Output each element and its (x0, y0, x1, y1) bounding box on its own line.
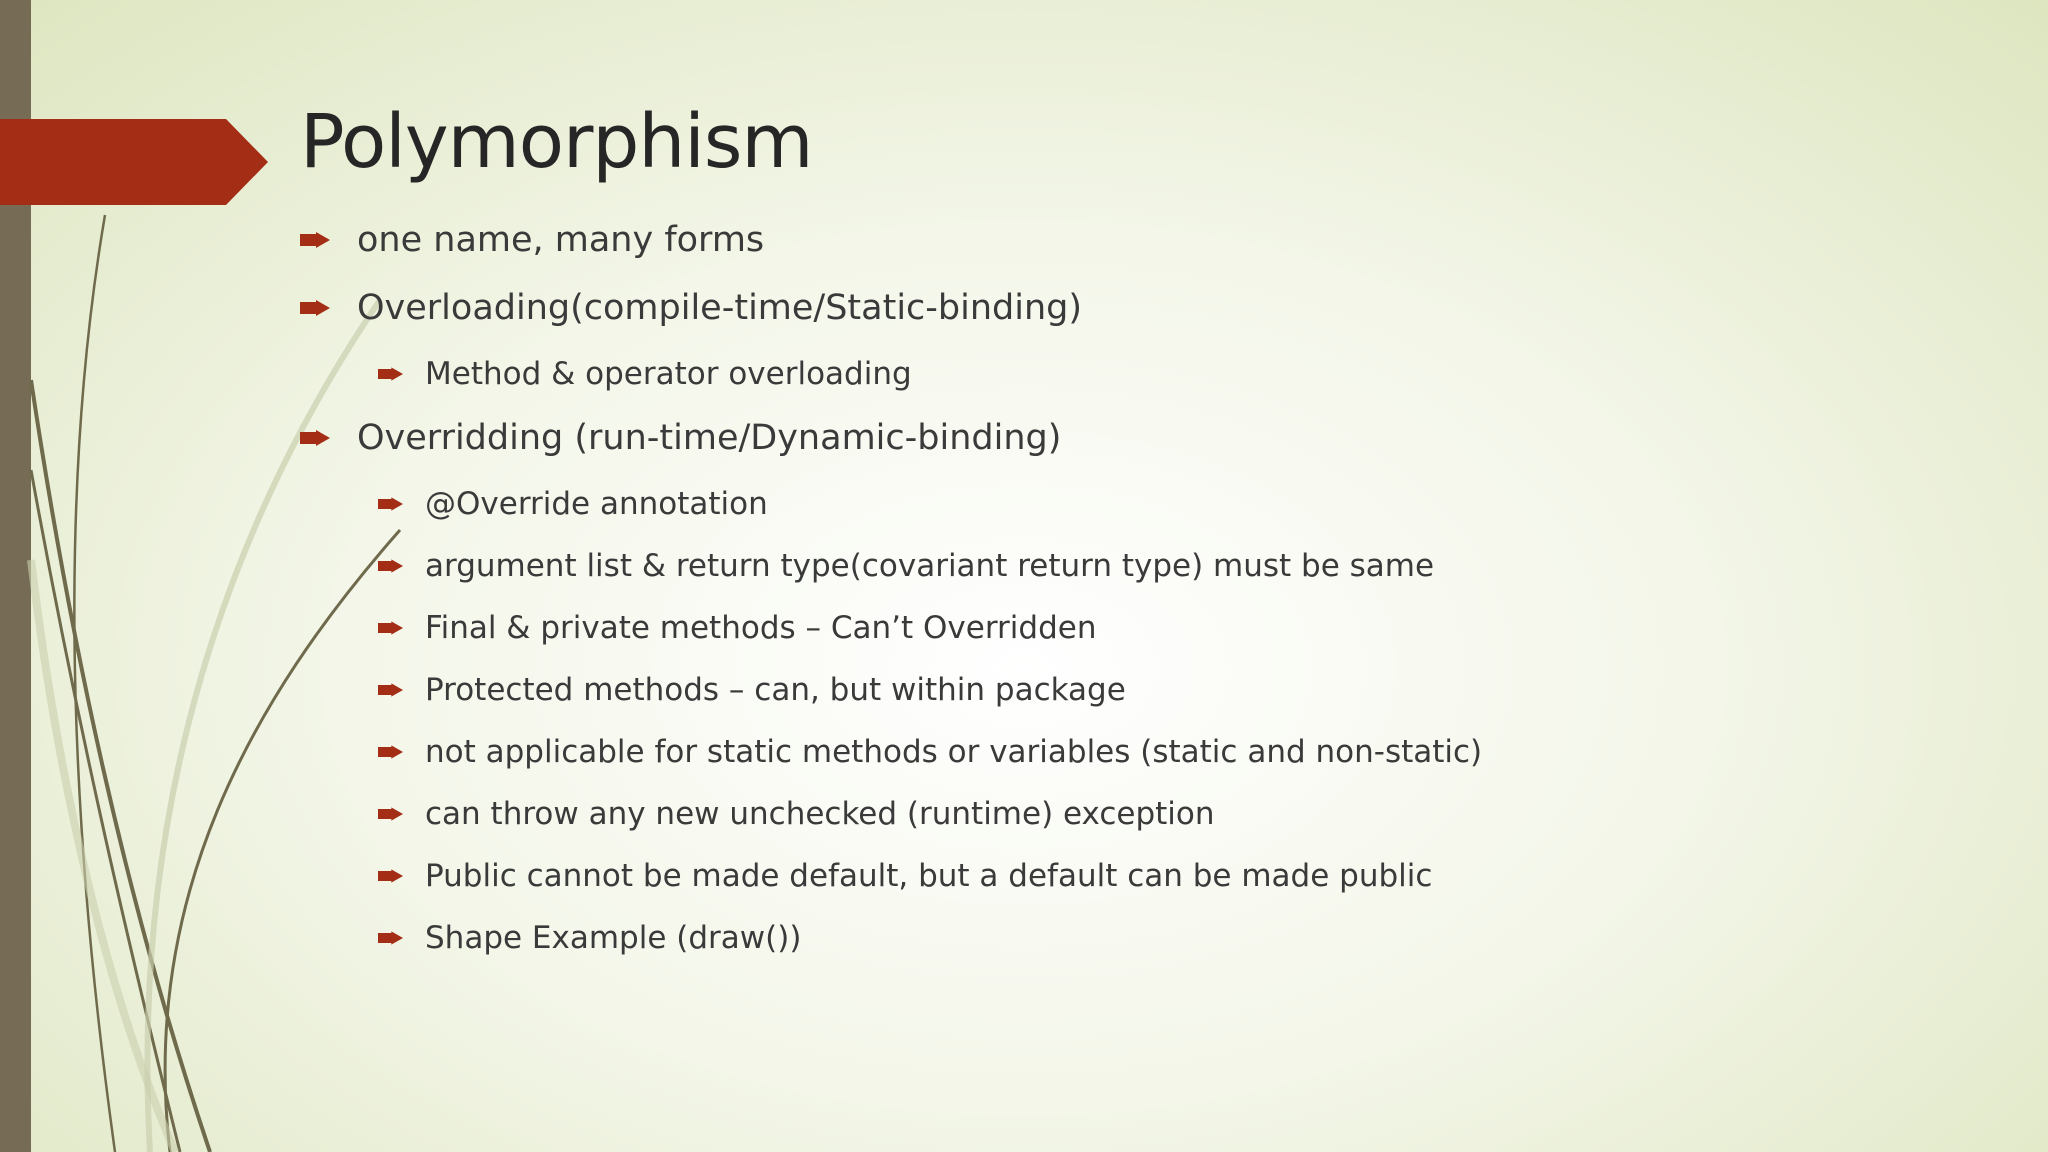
bullet-text: Method & operator overloading (425, 356, 912, 392)
bullet-item-level-1 (300, 283, 1082, 333)
right-arrow-bullet-icon (378, 367, 403, 381)
bullet-item-level-2 (378, 541, 1434, 591)
right-arrow-bullet-icon (378, 869, 403, 883)
bullet-text: argument list & return type(covariant return type) must be same (425, 548, 1435, 584)
bullet-text: not applicable for static methods or variables (static and non-static) (425, 734, 1483, 770)
right-arrow-bullet-icon (378, 621, 403, 635)
right-arrow-bullet-icon (378, 745, 403, 759)
right-arrow-bullet-icon (300, 232, 330, 248)
bullet-text: Shape Example (draw()) (425, 920, 802, 956)
bullet-text: @Override annotation (425, 486, 768, 522)
bullet-item-level-1 (300, 413, 1061, 463)
bullet-text: Public cannot be made default, but a default can be made public (425, 858, 1433, 894)
bullet-text: Protected methods – can, but within package (425, 672, 1126, 708)
bullet-text: can throw any new unchecked (runtime) exception (425, 796, 1215, 832)
bullet-item-level-2 (378, 603, 1096, 653)
bullet-item-level-2 (378, 913, 801, 963)
bullet-item-level-2 (378, 789, 1215, 839)
slide-title: Polymorphism (300, 99, 813, 185)
right-arrow-bullet-icon (378, 559, 403, 573)
right-arrow-bullet-icon (300, 430, 330, 446)
right-arrow-bullet-icon (378, 931, 403, 945)
bullet-text: Final & private methods – Can’t Overridden (425, 610, 1097, 646)
bullet-item-level-2 (378, 665, 1126, 715)
bullet-text: one name, many forms (357, 220, 765, 260)
bullet-item-level-2 (378, 727, 1482, 777)
bullet-item-level-2 (378, 479, 768, 529)
right-arrow-bullet-icon (300, 300, 330, 316)
bullet-item-level-1 (300, 215, 764, 265)
bullet-item-level-2 (378, 851, 1432, 901)
bullet-text: Overridding (run-time/Dynamic-binding) (357, 418, 1062, 458)
right-arrow-bullet-icon (378, 807, 403, 821)
bullet-text: Overloading(compile-time/Static-binding) (357, 288, 1083, 328)
right-arrow-bullet-icon (378, 497, 403, 511)
bullet-item-level-2 (378, 349, 912, 399)
right-arrow-bullet-icon (378, 683, 403, 697)
